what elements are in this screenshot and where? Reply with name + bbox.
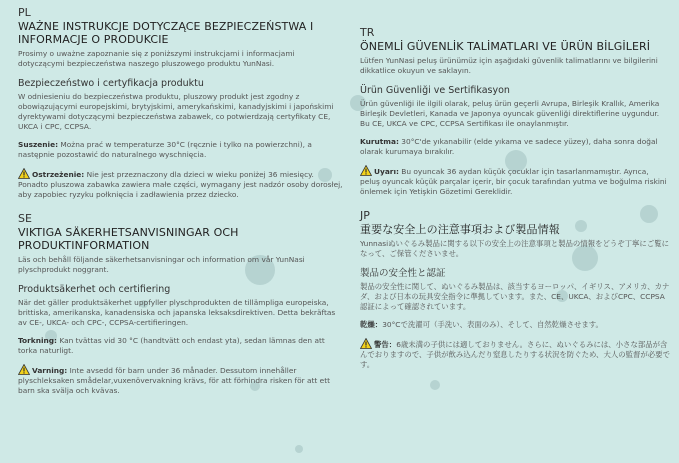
section-title: WAŻNE INSTRUKCJE DOTYCZĄCE BEZPIECZEŃSTWA I INFORMACJE O PRODUKCIE [18,20,314,46]
cert-text: 製品の安全性に関して、ぬいぐるみ製品は、該当するヨーロッパ、イギリス、アメリカ、カナダ、および日本の玩具安全指令に準拠しています。また、CE、UKCA、およびCPC、CCPSA認証によって確認されています。 [360,282,670,311]
section-tr [360,26,670,197]
intro-text: Yunnasiぬいぐるみ製品に関する以下の安全上の注意事項と製品の情報をどうぞ丁寧にご覧になって、ご保管くださいませ。 [360,239,669,258]
warning-icon [360,165,372,176]
drying-note: Torkning: Kan tvättas vid 30 °C (handtvätt och endast yta), sedan lämnas den att torka naturligt. [18,336,325,355]
language-code: JP [360,209,370,222]
cert-heading: Ürün Güvenliği ve Sertifikasyon [360,85,510,96]
cert-text: W odniesieniu do bezpieczeństwa produktu, pluszowy produkt jest zgodny z obowiązującymi europejskimi, brytyjskimi, amerykańskimi, kanadyjskimi i japońskimi dyrektywami dotyczącymi bezpieczeństwa zabawek, co potwierdzają certyfikaty CE, UKCA i CPC, CCPSA. [18,92,334,131]
section-pl [18,6,343,200]
decor-bubble [295,445,303,453]
section-title: ÖNEMLİ GÜVENLİK TALİMATLARI VE ÜRÜN BİLGİLERİ [360,40,651,53]
warning-note: 警告：6歳未満の子供には適しておりません。さらに、ぬいぐるみには、小さな部品が含んでおりますので、子供が飲み込んだり窒息したりする状況を防ぐため、大人の監督が必要です。 [360,340,670,369]
section-jp [360,209,670,370]
drying-note: 乾燥：30°Cで洗濯可（手洗い、表面のみ）、そして、自然乾燥させます。 [360,320,603,329]
intro-text: Läs och behåll följande säkerhetsanvisningar och information om vår YunNasi plyschprodukt noggrant. [18,255,305,274]
warning-note: Ostrzeżenie: Nie jest przeznaczony dla dzieci w wieku poniżej 36 miesięcy. Ponadto pluszowa zabawka zawiera małe części, wymagany jest nadzór osoby dorosłej, aby zapobiec ryzyku połknięcia i zadławienia przez dziecko. [18,170,343,199]
cert-heading: Bezpieczeństwo i certyfikacja produktu [18,78,204,89]
cert-text: Ürün güvenliği ile ilgili olarak, peluş ürün geçerli Avrupa, Birleşik Krallık, Amerika Birleşik Devletleri, Kanada ve Japonya oyuncak güvenliği direktiflerine uygundur. Bu CE, UKCA ve CPC, CCPSA Sertifikası ile onaylanmıştır. [360,99,660,128]
drying-note: Kurutma: 30°C'de yıkanabilir (elde yıkama ve sadece yüzey), daha sonra doğal olarak kurumaya bırakılır. [360,137,658,156]
section-title: VIKTIGA SÄKERHETSANVISNINGAR OCH PRODUKTINFORMATION [18,226,239,252]
warning-icon [360,338,372,349]
warning-note: Uyarı: Bu oyuncak 36 aydan küçük çocuklar için tasarlanmamıştır. Ayrıca, peluş oyuncak küçük parçalar içerir, bir çocuk tarafından yutma ve boğulma riskini önlemek için Yetişkin Gözetimi Gereklidir. [360,167,667,196]
warning-note: Varning: Inte avsedd för barn under 36 månader. Dessutom innehåller plyschleksaken smådelar,vuxenövervakning krävs, för att förhindra risken för att ett barn ska svälja och kvävas. [18,366,331,395]
warning-icon [18,364,30,375]
cert-heading: 製品の安全性と認証 [360,268,446,279]
decor-bubble [430,380,440,390]
warning-icon [18,168,30,179]
language-code: SE [18,212,32,225]
language-code: TR [360,26,375,39]
left-column [18,6,343,396]
cert-text: När det gäller produktsäkerhet uppfyller plyschprodukten de tillämpliga europeiska, brittiska, amerikanska, kanadensiska och japanska leksaksdirektiven. Detta bekräftas av CE-, UKCA- och CPC-, CCPSA-certifieringen. [18,298,336,327]
drying-note: Suszenie: Można prać w temperaturze 30°C (ręcznie i tylko na powierzchni), a następnie pozostawić do naturalnego wyschnięcia. [18,140,312,159]
intro-text: Lütfen YunNasi peluş ürünümüz için aşağıdaki güvenlik talimatlarını ve bilgilerini dikkatlice okuyun ve saklayın. [360,56,658,75]
section-se [18,212,343,396]
right-column [360,8,670,370]
section-title: 重要な安全上の注意事項および製品情報 [360,223,560,236]
intro-text: Prosimy o uważne zapoznanie się z poniższymi instrukcjami i informacjami dotyczącymi bezpieczeństwa naszego pluszowego produktu YunNasi. [18,49,295,68]
language-code: PL [18,6,31,19]
cert-heading: Produktsäkerhet och certifiering [18,284,171,295]
